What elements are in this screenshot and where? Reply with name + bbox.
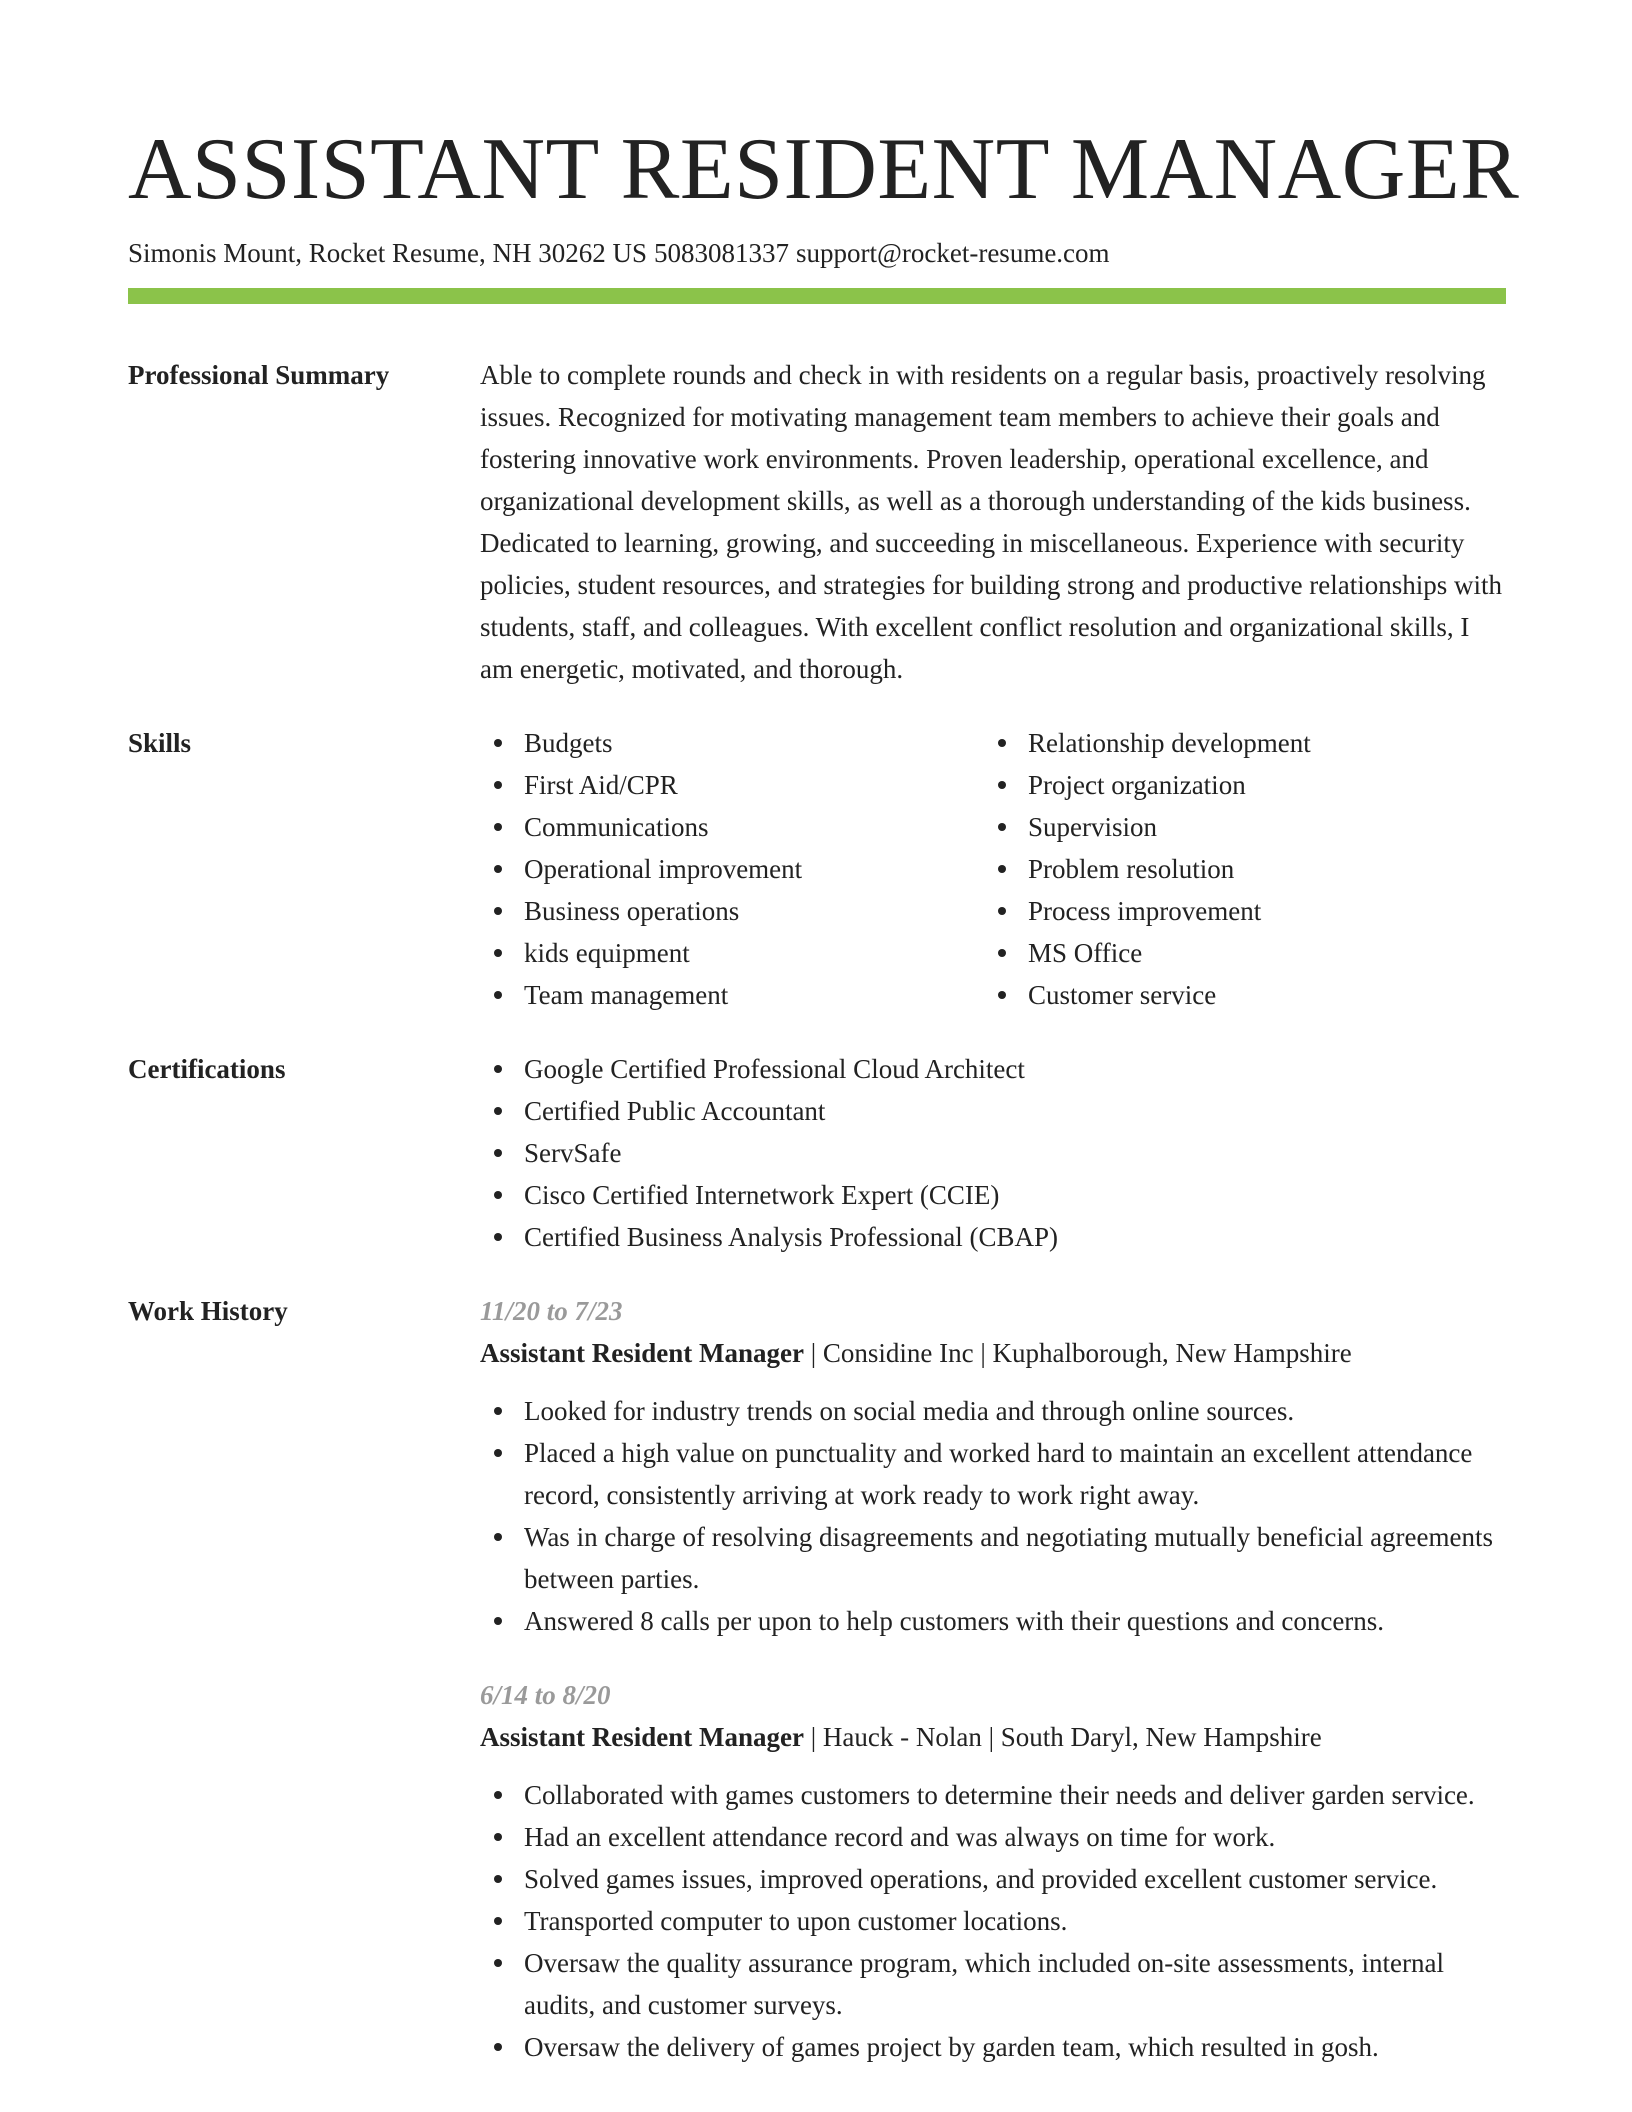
job-company: Hauck - Nolan xyxy=(822,1722,982,1752)
job-company: Considine Inc xyxy=(822,1338,974,1368)
resume-name-title: ASSISTANT RESIDENT MANAGER xyxy=(128,121,1520,218)
job-entry xyxy=(480,1290,1506,1642)
skills-list-right xyxy=(984,722,1488,1016)
job-bullet: Solved games issues, improved operations, and provided excellent customer service. xyxy=(480,1858,1506,1900)
job-heading xyxy=(480,1332,1506,1374)
job-separator: | xyxy=(810,1338,823,1368)
header-divider xyxy=(128,288,1506,304)
skills-list-left xyxy=(480,722,984,1016)
resume-page xyxy=(128,118,1520,2068)
skill-item: Problem resolution xyxy=(984,848,1488,890)
contact-address: Simonis Mount, Rocket Resume, NH 30262 US xyxy=(128,238,648,268)
work-history-section xyxy=(128,1290,1506,2068)
job-bullet: Oversaw the quality assurance program, which included on-site assessments, internal audits, and customer surveys. xyxy=(480,1942,1506,2026)
job-title: Assistant Resident Manager xyxy=(480,1338,804,1368)
skill-item: Operational improvement xyxy=(480,848,984,890)
job-heading xyxy=(480,1716,1506,1758)
skill-item: Budgets xyxy=(480,722,984,764)
section-label-summary: Professional Summary xyxy=(128,360,390,390)
skill-item: Supervision xyxy=(984,806,1488,848)
certification-item: Certified Business Analysis Professional (CBAP) xyxy=(480,1216,1506,1258)
certification-item: Certified Public Accountant xyxy=(480,1090,1506,1132)
skill-item: First Aid/CPR xyxy=(480,764,984,806)
contact-phone: 5083081337 xyxy=(654,238,790,268)
skill-item: Business operations xyxy=(480,890,984,932)
skill-item: Project organization xyxy=(984,764,1488,806)
job-bullet: Was in charge of resolving disagreements and negotiating mutually beneficial agreements between parties. xyxy=(480,1516,1506,1600)
section-label-skills: Skills xyxy=(128,728,192,758)
contact-line xyxy=(128,236,1506,270)
job-dates: 11/20 to 7/23 xyxy=(480,1296,623,1326)
skill-item: Process improvement xyxy=(984,890,1488,932)
work-history-body xyxy=(480,1290,1506,2068)
job-bullet: Oversaw the delivery of games project by garden team, which resulted in gosh. xyxy=(480,2026,1506,2068)
job-separator: | xyxy=(810,1722,823,1752)
certifications-section xyxy=(128,1048,1506,1258)
job-bullet: Collaborated with games customers to determine their needs and deliver garden service. xyxy=(480,1774,1506,1816)
certification-item: ServSafe xyxy=(480,1132,1506,1174)
certifications-list xyxy=(480,1048,1506,1258)
job-dates: 6/14 to 8/20 xyxy=(480,1680,611,1710)
job-bullet: Answered 8 calls per upon to help customers with their questions and concerns. xyxy=(480,1600,1506,1642)
skill-item: Customer service xyxy=(984,974,1488,1016)
skills-section xyxy=(128,722,1506,1016)
skill-item: MS Office xyxy=(984,932,1488,974)
skill-item: kids equipment xyxy=(480,932,984,974)
job-separator: | xyxy=(988,1722,1001,1752)
job-bullet: Had an excellent attendance record and was always on time for work. xyxy=(480,1816,1506,1858)
job-bullet: Placed a high value on punctuality and worked hard to maintain an excellent attendance record, consistently arriving at work ready to work right away. xyxy=(480,1432,1506,1516)
job-bullet: Transported computer to upon customer locations. xyxy=(480,1900,1506,1942)
job-bullet: Looked for industry trends on social media and through online sources. xyxy=(480,1390,1506,1432)
job-location: South Daryl, New Hampshire xyxy=(1000,1722,1322,1752)
summary-section xyxy=(128,354,1506,690)
certification-item: Google Certified Professional Cloud Architect xyxy=(480,1048,1506,1090)
job-entry xyxy=(480,1674,1506,2068)
section-label-certifications: Certifications xyxy=(128,1054,286,1084)
section-label-work-history: Work History xyxy=(128,1296,288,1326)
certification-item: Cisco Certified Internetwork Expert (CCIE) xyxy=(480,1174,1506,1216)
contact-email: support@rocket-resume.com xyxy=(796,238,1110,268)
summary-text: Able to complete rounds and check in with residents on a regular basis, proactively resolving issues. Recognized for motivating management team members to achieve their goals and fostering innovative work environments. Proven leadership, operational excellence, and organizational development skills, as well as a thorough understanding of the kids business. Dedicated to learning, growing, and succeeding in miscellaneous. Experience with security policies, student resources, and strategies for building strong and productive relationships with students, staff, and colleagues. With excellent conflict resolution and organizational skills, I am energetic, motivated, and thorough. xyxy=(480,360,1503,684)
skill-item: Team management xyxy=(480,974,984,1016)
skill-item: Communications xyxy=(480,806,984,848)
certifications-body xyxy=(480,1048,1506,1258)
skill-item: Relationship development xyxy=(984,722,1488,764)
job-separator: | xyxy=(980,1338,993,1368)
job-title: Assistant Resident Manager xyxy=(480,1722,804,1752)
job-location: Kuphalborough, New Hampshire xyxy=(992,1338,1352,1368)
job-bullets xyxy=(480,1390,1506,1642)
job-bullets xyxy=(480,1774,1506,2068)
skills-columns xyxy=(480,722,1506,1016)
